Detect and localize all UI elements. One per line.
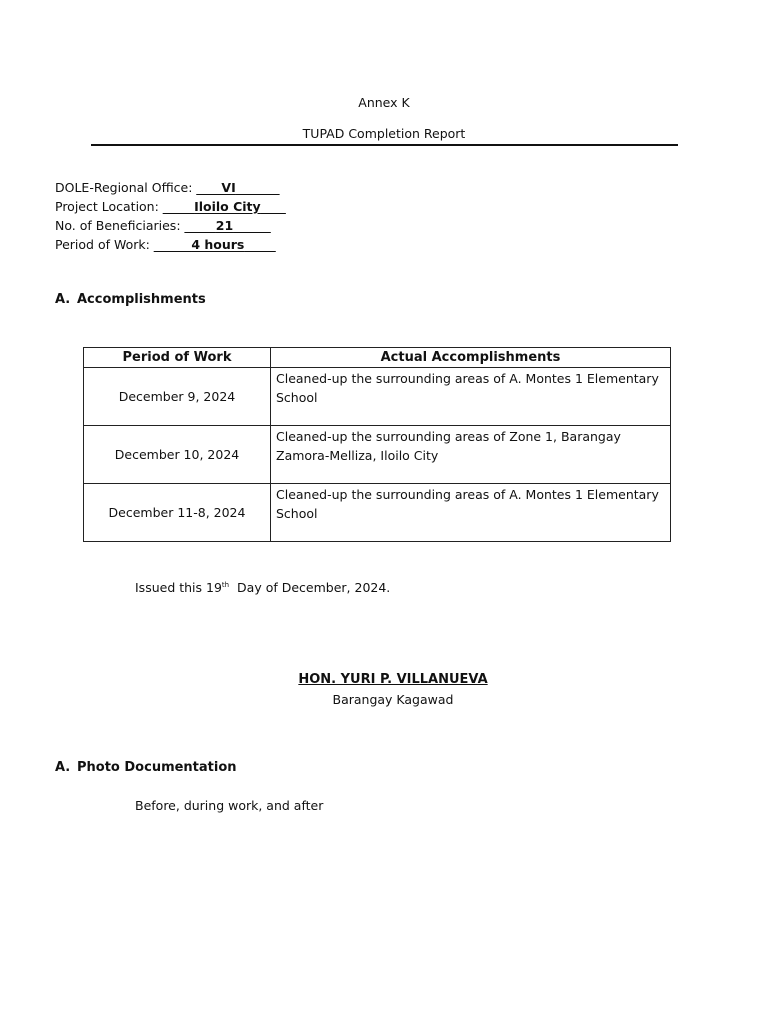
period-of-work-value: 4 hours [191, 237, 245, 252]
accomplishments-letter: A. [55, 292, 71, 307]
regional-office-field: ____VI_______ [196, 180, 280, 195]
table-cell-date: December 11-8, 2024 [84, 484, 271, 542]
project-location-value: Iloilo City [194, 199, 261, 214]
issued-statement [135, 580, 390, 595]
signatory-position: Barangay Kagawad [332, 692, 454, 707]
beneficiaries-value: 21 [215, 218, 234, 233]
table-row [84, 426, 671, 484]
title-divider [91, 144, 678, 146]
beneficiaries-label: No. of Beneficiaries: [55, 218, 181, 233]
column-header-period: Period of Work [84, 348, 271, 368]
signatory-name: HON. YURI P. VILLANUEVA [298, 672, 488, 687]
photo-documentation-heading [55, 760, 237, 775]
period-of-work-row [55, 235, 475, 254]
annex-label: Annex K [358, 95, 410, 110]
table-row [84, 484, 671, 542]
regional-office-value: VI [221, 180, 236, 195]
period-of-work-field: ______4 hours_____ [153, 237, 276, 252]
project-info [55, 178, 475, 254]
project-location-label: Project Location: [55, 199, 159, 214]
issued-suffix: Day of December, 2024. [229, 580, 391, 595]
issued-superscript: th [221, 580, 230, 589]
accomplishments-title: Accomplishments [77, 292, 206, 307]
report-title: TUPAD Completion Report [302, 126, 466, 141]
accomplishments-heading [55, 292, 206, 307]
table-cell-accomplishment: Cleaned-up the surrounding areas of A. Montes 1 Elementary School [271, 368, 671, 426]
table-row [84, 368, 671, 426]
regional-office-label: DOLE-Regional Office: [55, 180, 193, 195]
table-cell-date: December 10, 2024 [84, 426, 271, 484]
beneficiaries-row [55, 216, 475, 235]
period-of-work-label: Period of Work: [55, 237, 150, 252]
issued-prefix: Issued this 19 [135, 580, 222, 595]
regional-office-row [55, 178, 475, 197]
accomplishments-table [83, 347, 671, 542]
table-header-row [84, 348, 671, 368]
photo-documentation-note: Before, during work, and after [135, 798, 324, 813]
column-header-accomplishments: Actual Accomplishments [271, 348, 671, 368]
photo-documentation-letter: A. [55, 760, 71, 775]
photo-documentation-title: Photo Documentation [77, 760, 237, 775]
beneficiaries-field: _____21______ [184, 218, 271, 233]
table-cell-accomplishment: Cleaned-up the surrounding areas of A. Montes 1 Elementary School [271, 484, 671, 542]
table-cell-accomplishment: Cleaned-up the surrounding areas of Zone 1, Barangay Zamora-Melliza, Iloilo City [271, 426, 671, 484]
project-location-row [55, 197, 475, 216]
project-location-field: _____Iloilo City____ [162, 199, 286, 214]
table-cell-date: December 9, 2024 [84, 368, 271, 426]
